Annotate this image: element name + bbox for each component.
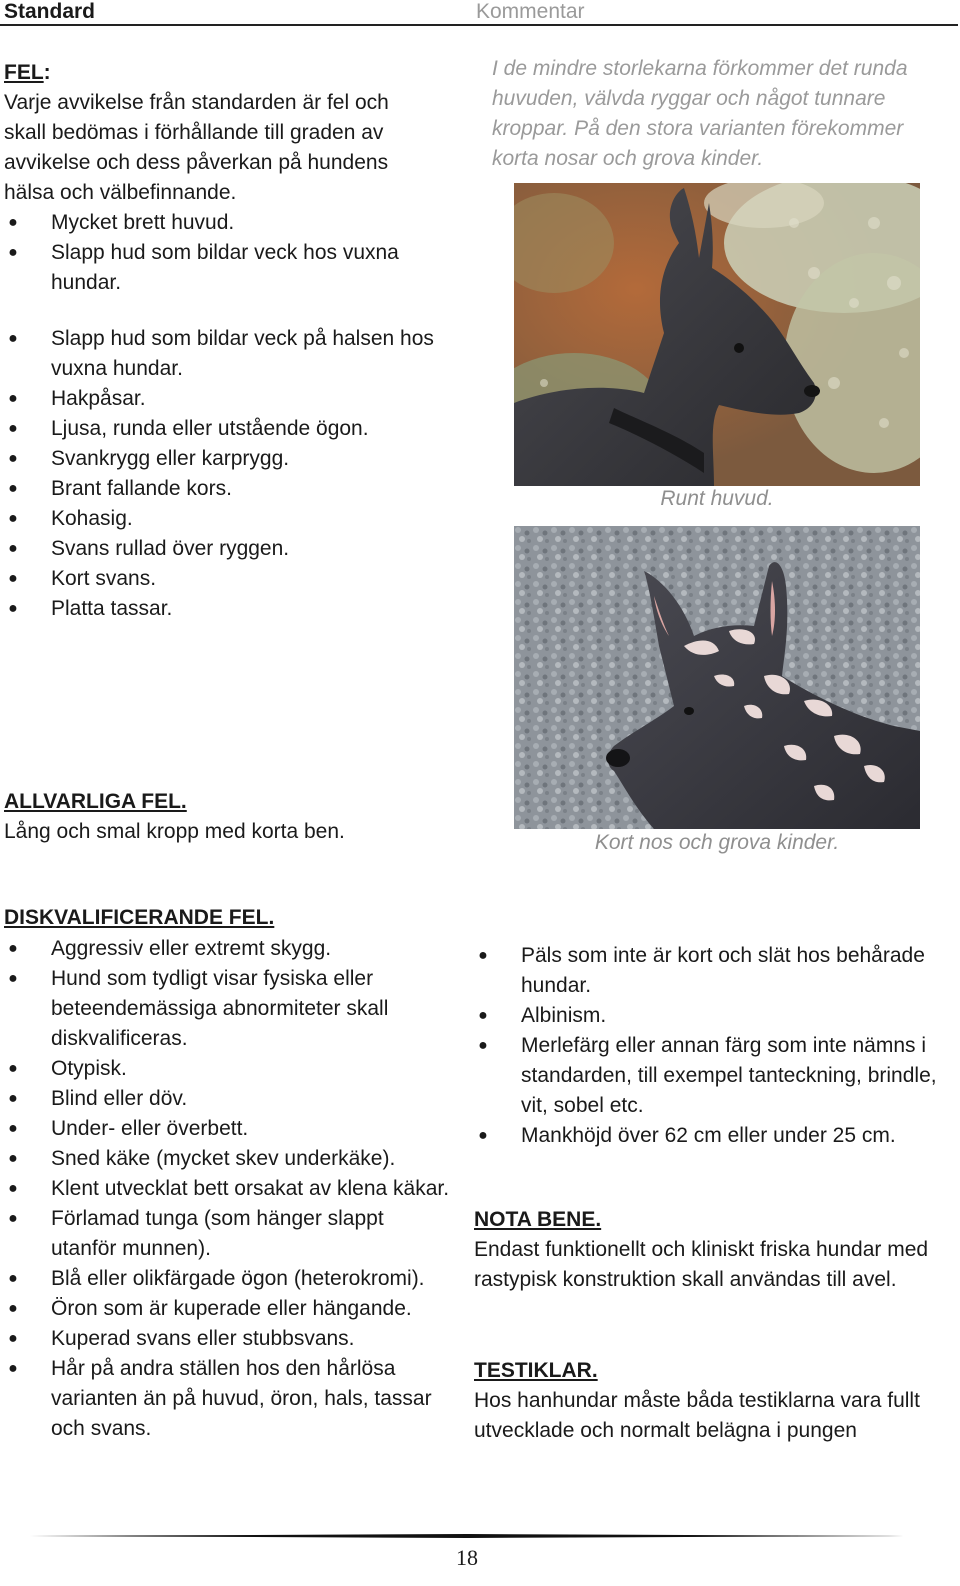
diskvalificerande-item <box>4 1114 454 1144</box>
fel-item <box>4 474 434 504</box>
bullet-icon: ● <box>8 1060 18 1077</box>
diskvalificerande-item <box>4 1084 454 1114</box>
diskvalificerande-item-text: Kuperad svans eller stubbsvans. <box>51 1327 355 1350</box>
bullet-icon: ● <box>8 970 18 987</box>
bullet-icon: ● <box>8 1120 18 1137</box>
standard-column-header: Standard <box>4 0 96 23</box>
diskvalificerande-item <box>4 1144 454 1174</box>
fel-item <box>4 594 434 624</box>
fel-item-text: Kort svans. <box>51 567 157 590</box>
fel-list-top <box>4 208 424 298</box>
diskvalificerande-item-text: Hund som tydligt visar fysiska eller beteendemässiga abnormiteter skall diskvalificeras. <box>51 967 389 1050</box>
bullet-icon: ● <box>478 1007 488 1024</box>
fel-item <box>4 414 434 444</box>
allvarliga-section <box>4 787 464 847</box>
fel-item-text: Hakpåsar. <box>51 387 146 410</box>
bullet-icon: ● <box>8 390 18 407</box>
fel-item-text: Mycket brett huvud. <box>51 211 235 234</box>
diskvalificerande-item <box>474 941 944 1001</box>
bullet-icon: ● <box>8 1090 18 1107</box>
diskvalificerande-item <box>4 964 454 1054</box>
bullet-icon: ● <box>8 940 18 957</box>
fel-item-text: Svankrygg eller karprygg. <box>51 447 290 470</box>
fel-heading: FEL: <box>4 61 51 84</box>
nota-bene-text: Endast funktionellt och kliniskt friska hundar med rastypisk konstruktion skall användas till avel. <box>474 1238 929 1291</box>
page-number: 18 <box>456 1545 478 1570</box>
bullet-icon: ● <box>478 1127 488 1144</box>
bullet-icon: ● <box>8 420 18 437</box>
kommentar-column-header: Kommentar <box>476 0 585 23</box>
diskvalificerande-heading: DISKVALIFICERANDE FEL. <box>4 906 275 929</box>
fel-item-text: Ljusa, runda eller utstående ögon. <box>51 417 369 440</box>
fel-intro: Varje avvikelse från standarden är fel och skall bedömas i förhållande till graden av avvikelse och dess påverkan på hundens hälsa och välbefinnande. <box>4 91 389 204</box>
fel-item-text: Slapp hud som bildar veck på halsen hos vuxna hundar. <box>51 327 434 380</box>
testiklar-heading: TESTIKLAR. <box>474 1359 598 1382</box>
diskvalificerande-item <box>4 1054 454 1084</box>
fel-list <box>4 324 434 624</box>
diskvalificerande-item <box>4 1264 454 1294</box>
allvarliga-text: Lång och smal kropp med korta ben. <box>4 820 345 843</box>
fel-item-text: Kohasig. <box>51 507 133 530</box>
photo-caption-round-head: Runt huvud. <box>660 487 774 510</box>
fel-item <box>4 504 434 534</box>
diskvalificerande-item-text: Blind eller döv. <box>51 1087 188 1110</box>
fel-item-text: Platta tassar. <box>51 597 173 620</box>
diskvalificerande-item-text: Merlefärg eller annan färg som inte nämns i standarden, till exempel tanteckning, brindle, vit, sobel etc. <box>521 1034 937 1117</box>
diskvalificerande-item-text: Öron som är kuperade eller hängande. <box>51 1297 412 1320</box>
footer-rule <box>30 1534 904 1538</box>
bullet-icon: ● <box>8 1180 18 1197</box>
fel-section <box>4 58 424 298</box>
bullet-icon: ● <box>8 330 18 347</box>
dog-photo-short-muzzle <box>514 526 920 829</box>
diskvalificerande-item <box>474 1001 944 1031</box>
bullet-icon: ● <box>8 510 18 527</box>
diskvalificerande-item <box>4 1204 454 1264</box>
fel-item <box>4 534 434 564</box>
bullet-icon: ● <box>478 1037 488 1054</box>
diskvalificerande-item <box>474 1121 944 1151</box>
diskvalificerande-item-text: Sned käke (mycket skev underkäke). <box>51 1147 396 1170</box>
diskvalificerande-section <box>4 903 454 1444</box>
diskvalificerande-item <box>4 1354 454 1444</box>
diskvalificerande-item-text: Otypisk. <box>51 1057 127 1080</box>
diskvalificerande-item-text: Aggressiv eller extremt skygg. <box>51 937 332 960</box>
testiklar-section <box>474 1356 944 1446</box>
comment-text: I de mindre storlekarna förkommer det runda huvuden, välvda ryggar och något tunnare kroppar. På den stora varianten förekommer korta nosar och grova kinder. <box>492 57 908 170</box>
fel-item <box>4 324 434 384</box>
diskvalificerande-item-text: Hår på andra ställen hos den hårlösa varianten än på huvud, öron, hals, tassar och svans. <box>51 1357 432 1440</box>
bullet-icon: ● <box>8 1330 18 1347</box>
diskvalificerande-item-text: Blå eller olikfärgade ögon (heterokromi). <box>51 1267 425 1290</box>
fel-item-text: Slapp hud som bildar veck hos vuxna hundar. <box>51 241 399 294</box>
bullet-icon: ● <box>8 480 18 497</box>
diskvalificerande-item <box>4 934 454 964</box>
dog-photo-round-head <box>514 183 920 486</box>
allvarliga-heading: ALLVARLIGA FEL. <box>4 790 187 813</box>
testiklar-text: Hos hanhundar måste båda testiklarna vara fullt utvecklade och normalt belägna i pungen <box>474 1389 920 1442</box>
bullet-icon: ● <box>8 600 18 617</box>
bullet-icon: ● <box>8 1300 18 1317</box>
fel-item <box>4 564 434 594</box>
bullet-icon: ● <box>8 244 18 261</box>
diskvalificerande-item-text: Albinism. <box>521 1004 607 1027</box>
bullet-icon: ● <box>8 1270 18 1287</box>
fel-item <box>4 444 434 474</box>
diskvalificerande-item <box>4 1324 454 1354</box>
nota-bene-section <box>474 1205 944 1295</box>
bullet-icon: ● <box>8 450 18 467</box>
diskvalificerande-list-left <box>4 934 454 1444</box>
photo-caption-short-muzzle: Kort nos och grova kinder. <box>594 831 840 854</box>
diskvalificerande-item-text: Förlamad tunga (som hänger slappt utanför munnen). <box>51 1207 384 1260</box>
diskvalificerande-item <box>4 1174 454 1204</box>
bullet-icon: ● <box>478 947 488 964</box>
bullet-icon: ● <box>8 570 18 587</box>
bullet-icon: ● <box>8 1150 18 1167</box>
fel-item <box>4 208 424 238</box>
diskvalificerande-item-text: Klent utvecklat bett orsakat av klena käkar. <box>51 1177 450 1200</box>
nota-bene-heading: NOTA BENE. <box>474 1208 602 1231</box>
fel-item-text: Svans rullad över ryggen. <box>51 537 290 560</box>
fel-item-text: Brant fallande kors. <box>51 477 232 500</box>
diskvalificerande-item <box>474 1031 944 1121</box>
diskvalificerande-item-text: Mankhöjd över 62 cm eller under 25 cm. <box>521 1124 896 1147</box>
diskvalificerande-item-text: Under- eller överbett. <box>51 1117 249 1140</box>
bullet-icon: ● <box>8 214 18 231</box>
diskvalificerande-list-right <box>474 941 944 1151</box>
fel-item <box>4 238 424 298</box>
diskvalificerande-item-text: Päls som inte är kort och slät hos behårade hundar. <box>521 944 925 997</box>
bullet-icon: ● <box>8 1210 18 1227</box>
header-rule <box>0 24 958 26</box>
diskvalificerande-item <box>4 1294 454 1324</box>
bullet-icon: ● <box>8 540 18 557</box>
bullet-icon: ● <box>8 1360 18 1377</box>
fel-item <box>4 384 434 414</box>
